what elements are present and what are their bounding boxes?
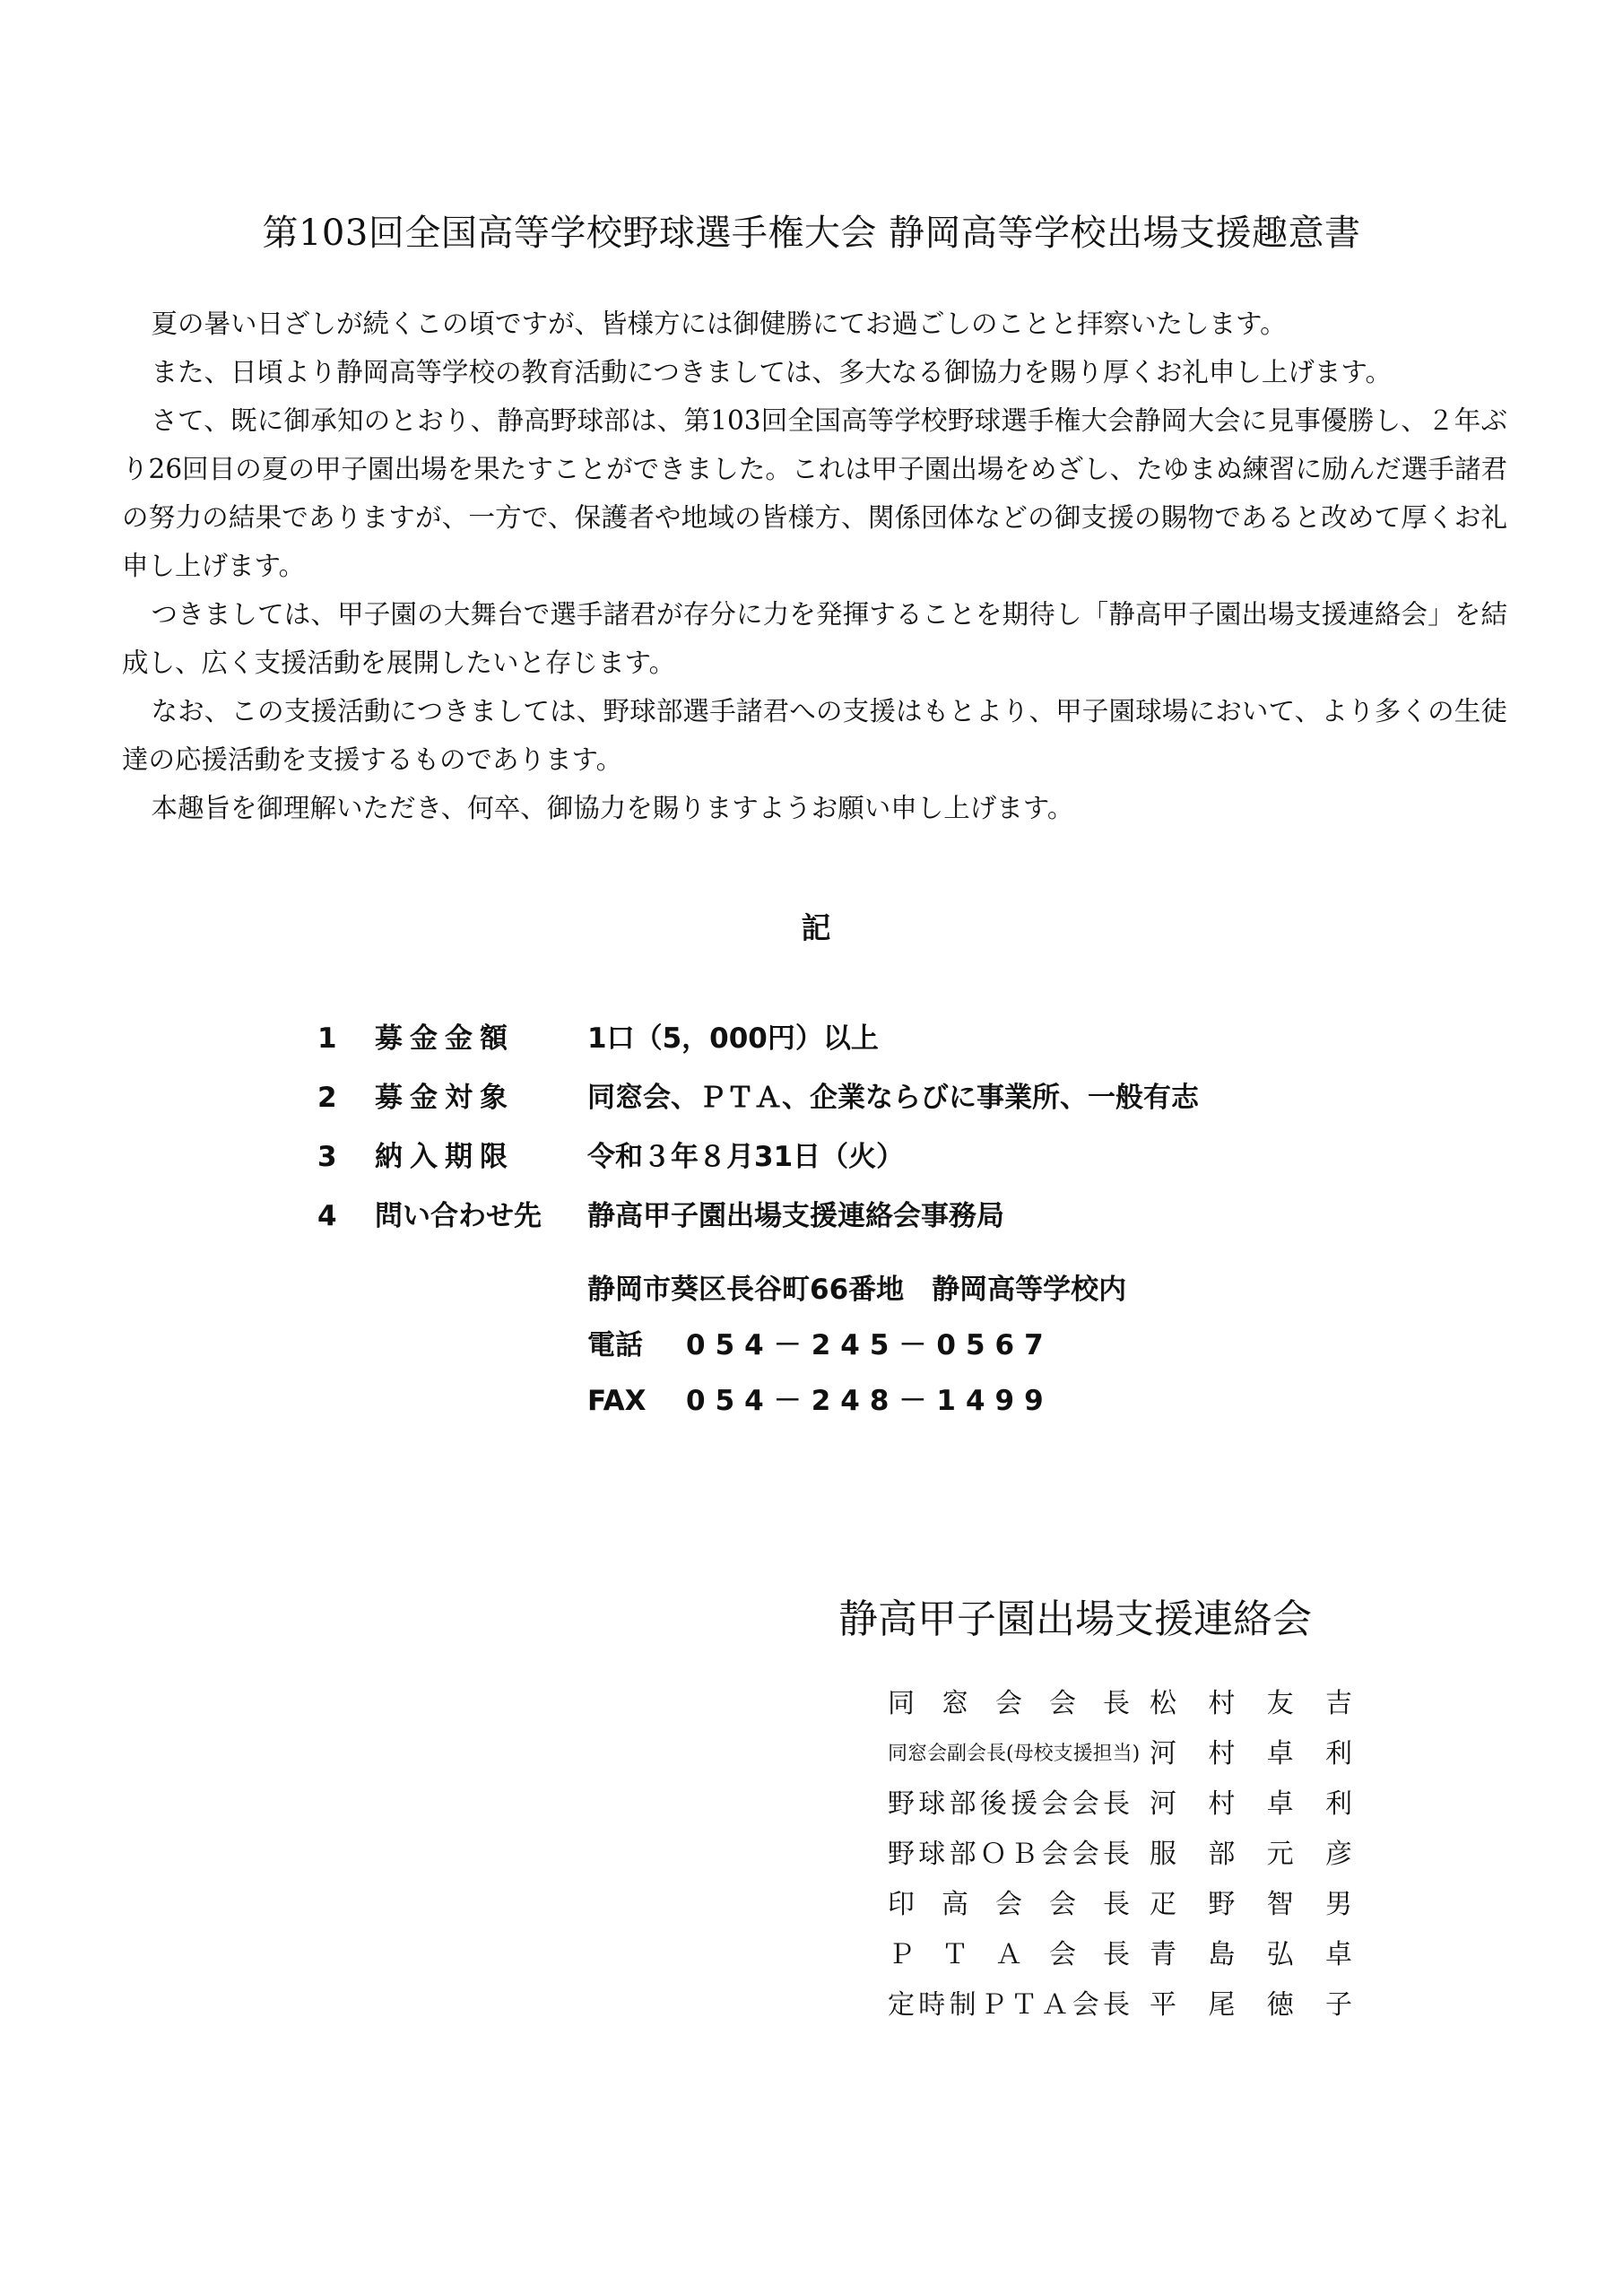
member-row [888,1980,1515,2031]
paragraph-thanks: また、日頃より静岡高等学校の教育活動につきましては、多大なる御協力を賜り厚くお礼申し上げます。 [151,357,1392,387]
detail-row-deadline [305,1127,1471,1187]
fax-number: 054－248－1499 [686,1385,1054,1417]
detail-value: 令和３年８月31日（火） [587,1141,905,1173]
detail-row-target [305,1068,1471,1127]
member-name: 服 部 元 彦 [1150,1839,1352,1870]
member-row [888,1679,1515,1729]
detail-label: 問い合わせ先 [375,1200,542,1232]
tel-number: 054－245－0567 [686,1329,1054,1361]
member-row [888,1729,1515,1779]
contact-address-row [305,1262,1471,1318]
member-name: 河 村 卓 利 [1150,1738,1352,1770]
member-row [888,1779,1515,1830]
detail-number: 4 [317,1200,337,1232]
paragraph-victory: さて、既に御承知のとおり、静高野球部は、第103回全国高等学校野球選手権大会静岡大会に見事優勝し、２年ぶり26回目の夏の甲子園出場を果たすことができました。これは甲子園出場をめざし、たゆまぬ練習に励んだ選手諸君の努力の結果でありますが、一方で、保護者や地域の皆様方、関係団体などの御支援の賜物であると改めて厚くお礼申し上げます。 [122,405,1507,581]
paragraph-greeting: 夏の暑い日ざしが続くこの頃ですが、皆様方には御健勝にてお過ごしのことと拝察いたします。 [151,309,1287,339]
paragraph-request: 本趣旨を御理解いただき、何卒、御協力を賜りますようお願い申し上げます。 [151,793,1074,823]
member-role: Ｐ Ｔ Ａ 会 長 [888,1939,1130,1970]
document-title: 第103回全国高等学校野球選手権大会 静岡高等学校出場支援趣意書 [262,213,1361,254]
paragraph-association: つきましては、甲子園の大舞台で選手諸君が存分に力を発揮することを期待し「静高甲子園出場支援連絡会」を結成し、広く支援活動を展開したいと存じます。 [122,599,1507,678]
detail-number: 1 [317,1022,337,1055]
member-role: 印 高 会 会 長 [888,1889,1130,1920]
detail-number: 2 [317,1082,337,1114]
member-name: 河 村 卓 利 [1150,1788,1352,1820]
organization-name: 静高甲子園出場支援連絡会 [838,1596,1312,1642]
member-row [888,1880,1515,1930]
member-name: 青 島 弘 卓 [1150,1939,1352,1970]
detail-label: 納入期限 [375,1141,515,1173]
fax-label: FAX [587,1385,647,1417]
detail-row-contact [305,1187,1471,1246]
member-role: 同窓会副会長(母校支援担当) [888,1743,1141,1765]
ki-heading: 記 [801,910,831,945]
member-row [888,1930,1515,1980]
detail-value: 同窓会、ＰＴＡ、企業ならびに事業所、一般有志 [587,1082,1199,1114]
member-name: 疋 野 智 男 [1150,1889,1352,1920]
member-role: 定 時 制 Ｐ Ｔ Ａ 会 長 [888,1989,1130,2021]
letter-body [122,300,1507,832]
member-name: 平 尾 徳 子 [1150,1989,1352,2021]
detail-number: 3 [317,1141,337,1173]
detail-row-amount [305,1009,1471,1068]
member-row [888,1830,1515,1880]
details-list [305,1009,1471,1429]
detail-label: 募金対象 [375,1082,515,1114]
contact-fax-row [305,1373,1471,1429]
member-list [888,1679,1515,2031]
detail-value: 1口（5，000円）以上 [587,1022,879,1055]
contact-address: 静岡市葵区長谷町66番地 静岡高等学校内 [587,1274,1127,1306]
paragraph-support: なお、この支援活動につきましては、野球部選手諸君への支援はもとより、甲子園球場において、より多くの生徒達の応援活動を支援するものであります。 [122,696,1507,775]
member-role: 野 球 部 後 援 会 会 長 [888,1788,1130,1820]
member-role: 野 球 部 Ｏ Ｂ 会 会 長 [888,1839,1130,1870]
contact-tel-row [305,1318,1471,1373]
detail-label: 募金金額 [375,1022,515,1055]
detail-value: 静高甲子園出場支援連絡会事務局 [587,1200,1004,1232]
tel-label: 電話 [587,1329,643,1361]
member-role: 同 窓 会 会 長 [888,1688,1130,1719]
member-name: 松 村 友 吉 [1150,1688,1352,1719]
